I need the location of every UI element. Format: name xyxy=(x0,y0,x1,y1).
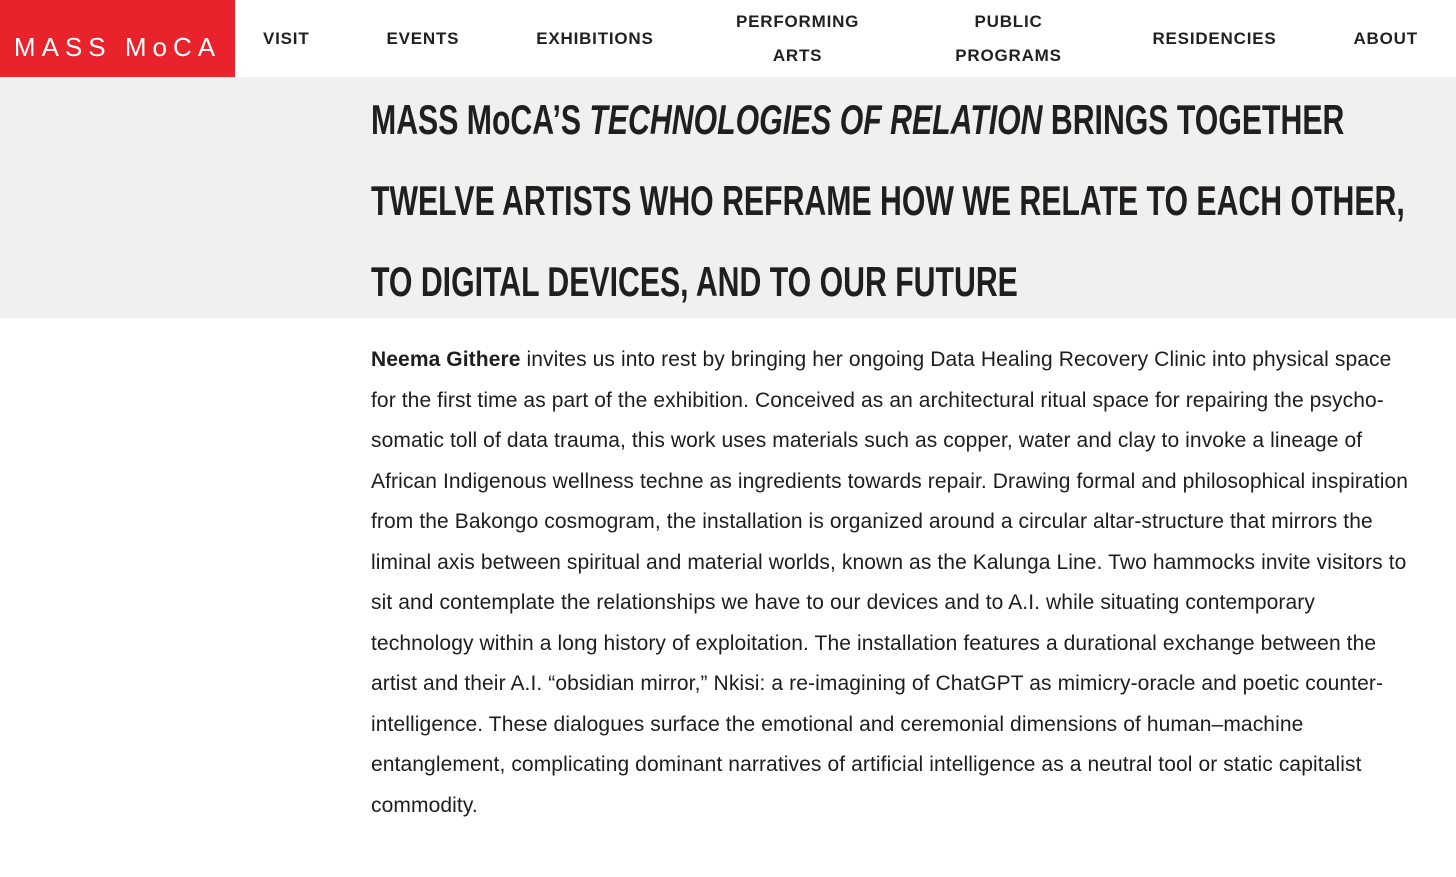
nav-item-performing-arts[interactable]: PERFORMING ARTS xyxy=(735,11,860,65)
nav-item-exhibitions[interactable]: EXHIBITIONS xyxy=(536,28,654,48)
massmoca-logo[interactable]: MASS MoCA xyxy=(0,0,235,77)
exhibition-title-italic: TECHNOLOGIES OF RELATION xyxy=(589,96,1043,143)
headline-line-1-suffix: BRINGS TOGETHER xyxy=(1042,96,1345,143)
article-body-text: invites us into rest by bringing her ongoing Data Healing Recovery Clinic into physical space for the first time as part of the exhibition. Conceived as an architectural ritual space for repairing the psycho-somatic toll of data trauma, this work uses materials such as copper, water and clay to invoke a lineage of African Indigenous wellness techne as ingredients towards repair. Drawing formal and philosophical inspiration from the Bakongo cosmogram, the installation is organized around a circular altar-structure that mirrors the liminal axis between spiritual and material worlds, known as the Kalunga Line. Two hammocks invite visitors to sit and contemplate the relationships we have to our devices and to A.I. while situating contemporary technology within a long history of exploitation. The installation features a durational exchange between the artist and their A.I. “obsidian mirror,” Nkisi: a re-imagining of ChatGPT as mimicry-oracle and poetic counter-intelligence. These dialogues surface the emotional and ceremonial dimensions of human–machine entanglement, complicating dominant narratives of artificial intelligence as a neutral tool or static capitalist commodity. xyxy=(371,348,1409,817)
headline-section xyxy=(0,77,1456,318)
nav-item-public-programs[interactable]: PUBLIC PROGRAMS xyxy=(955,11,1062,65)
headline-line-2: TWELVE ARTISTS WHO REFRAME HOW WE RELATE TO EACH OTHER, xyxy=(371,177,1405,224)
artist-name: Neema Githere xyxy=(371,348,521,371)
headline-line-3: TO DIGITAL DEVICES, AND TO OUR FUTURE xyxy=(371,258,1018,305)
site-header xyxy=(0,0,1456,77)
headline-line-1-prefix: MASS MoCA’S xyxy=(371,96,590,143)
nav-item-events[interactable]: EVENTS xyxy=(386,28,460,48)
article-section xyxy=(0,318,1456,826)
nav-item-about[interactable]: ABOUT xyxy=(1353,28,1418,48)
nav-item-visit[interactable]: VISIT xyxy=(263,28,310,48)
page-title xyxy=(371,96,1456,305)
headline-line-1 xyxy=(371,96,1345,143)
nav-item-residencies[interactable]: RESIDENCIES xyxy=(1152,28,1277,48)
main-nav xyxy=(235,0,1456,77)
article-paragraph xyxy=(371,340,1420,826)
